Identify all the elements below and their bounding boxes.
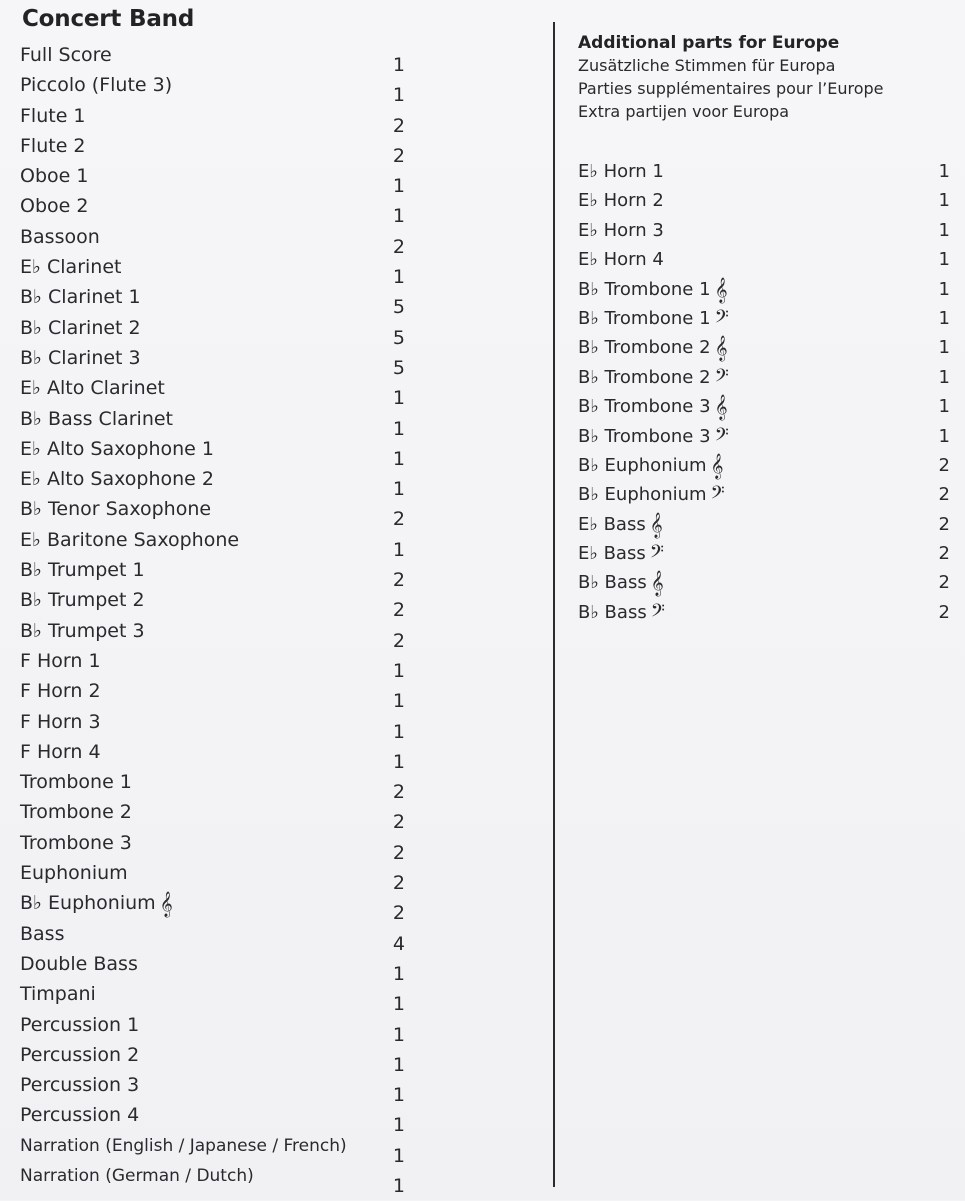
part-row: [20, 191, 415, 228]
bass-clef-icon: 𝄢: [714, 306, 729, 332]
part-name: [20, 70, 172, 100]
parts-list-europe: [578, 157, 950, 627]
part-count: 1: [392, 1114, 405, 1137]
part-count: 2: [392, 114, 405, 137]
part-name: [20, 1070, 139, 1100]
part-name-text: E♭ Horn 3: [578, 219, 664, 241]
bass-clef-icon: 𝄢: [714, 424, 729, 450]
treble-clef-icon: 𝄞: [714, 395, 728, 421]
part-name: [578, 510, 663, 539]
part-row: [20, 313, 415, 349]
part-row: [20, 434, 415, 470]
part-count: 1: [938, 366, 950, 388]
part-name: [20, 343, 141, 373]
part-name: [20, 737, 101, 767]
part-row: [578, 157, 950, 186]
bass-clef-icon: 𝄢: [714, 365, 729, 391]
treble-clef-icon: 𝄞: [650, 571, 664, 597]
part-count: 4: [392, 932, 405, 955]
part-row: [20, 1100, 415, 1137]
part-row: [578, 304, 950, 333]
part-count: 1: [392, 478, 405, 501]
part-row: [20, 1070, 415, 1107]
part-name-text: B♭ Tenor Saxophone: [20, 498, 212, 521]
treble-clef-icon: 𝄞: [714, 277, 728, 303]
part-row: [20, 797, 415, 834]
part-name-text: Trombone 2: [20, 801, 132, 824]
part-row: [20, 1010, 415, 1046]
part-row: [578, 333, 950, 362]
part-row: [20, 373, 415, 410]
part-row: [20, 888, 415, 925]
part-name: [578, 568, 664, 597]
part-name-text: Oboe 1: [20, 165, 89, 188]
part-name: [578, 333, 728, 362]
part-row: [578, 510, 950, 539]
part-name-text: E♭ Alto Saxophone 2: [20, 468, 214, 491]
part-name-text: Bass: [20, 922, 65, 945]
part-name: [20, 131, 86, 161]
part-count: 1: [938, 425, 950, 447]
part-count: 1: [938, 190, 950, 212]
part-count: 1: [392, 266, 405, 289]
part-name: [20, 828, 132, 858]
part-name: [20, 646, 101, 676]
part-row: [578, 363, 950, 392]
part-name: [20, 282, 141, 312]
part-name: [20, 404, 173, 434]
part-name-text: Narration (English / Japanese / French): [20, 1135, 347, 1156]
part-count: 1: [392, 1084, 405, 1107]
part-name-text: Euphonium: [20, 862, 128, 885]
part-name-text: B♭ Trombone 1: [578, 278, 711, 300]
part-name-text: Piccolo (Flute 3): [20, 74, 173, 97]
part-count: 1: [392, 84, 405, 107]
part-count: 1: [392, 1144, 405, 1167]
part-count: 1: [392, 205, 405, 228]
part-count: 5: [392, 326, 405, 349]
part-count: 2: [938, 454, 950, 476]
part-name-text: E♭ Alto Saxophone 1: [20, 437, 214, 460]
part-count: 1: [392, 538, 405, 561]
part-name: [20, 191, 88, 221]
part-name-text: Trombone 3: [20, 831, 132, 854]
part-name-text: Narration (German / Dutch): [20, 1165, 254, 1186]
part-row: [20, 555, 415, 592]
part-name: [20, 101, 86, 131]
part-row: [20, 919, 415, 955]
part-name: [20, 858, 128, 888]
part-count: 1: [392, 1174, 405, 1197]
part-count: 1: [938, 396, 950, 418]
part-name: [578, 157, 664, 186]
part-name: [578, 245, 664, 274]
part-name-text: F Horn 4: [20, 740, 101, 763]
part-count: 2: [392, 235, 405, 258]
part-name-text: B♭ Euphonium: [578, 454, 707, 476]
part-row: [578, 216, 950, 245]
part-row: [578, 480, 950, 509]
part-name: [578, 216, 664, 245]
part-name-text: F Horn 3: [20, 710, 101, 733]
part-row: [20, 252, 415, 289]
subtitle-german: Zusätzliche Stimmen für Europa: [578, 56, 836, 75]
part-row: [20, 979, 415, 1016]
treble-clef-icon: 𝄞: [710, 453, 724, 479]
part-row: [578, 539, 950, 568]
part-name: [20, 949, 138, 979]
part-name-text: B♭ Trumpet 3: [20, 619, 145, 642]
part-name-text: E♭ Horn 2: [578, 190, 664, 212]
part-name-text: B♭ Bass: [578, 601, 647, 623]
section-title-concert-band: Concert Band: [22, 6, 195, 32]
part-row: [578, 245, 950, 274]
section-title-europe: Additional parts for Europe: [578, 33, 840, 53]
part-name: [20, 1131, 347, 1161]
part-count: 2: [938, 572, 950, 594]
part-row: [20, 1040, 415, 1076]
part-name: [578, 422, 729, 451]
part-count: 2: [938, 484, 950, 506]
part-name-text: B♭ Trumpet 1: [20, 559, 145, 582]
part-row: [20, 1131, 415, 1167]
part-row: [20, 1161, 415, 1197]
part-row: [20, 646, 415, 682]
part-name-text: B♭ Trombone 3: [578, 396, 711, 418]
treble-clef-icon: 𝄞: [714, 336, 728, 362]
part-row: [20, 585, 415, 622]
part-count: 2: [392, 872, 405, 895]
part-name: [20, 979, 96, 1009]
part-name: [578, 363, 729, 392]
part-name-text: Timpani: [20, 983, 96, 1006]
part-name: [20, 494, 211, 524]
part-row: [578, 422, 950, 451]
part-name: [20, 1010, 139, 1040]
part-count: 2: [392, 144, 405, 167]
part-row: [578, 186, 950, 215]
part-count: 1: [392, 417, 405, 440]
part-count: 1: [392, 720, 405, 743]
part-row: [578, 568, 950, 597]
part-count: 2: [392, 841, 405, 864]
part-name-text: B♭ Clarinet 2: [20, 316, 141, 339]
part-name-text: Trombone 1: [20, 771, 132, 794]
part-count: 2: [938, 513, 950, 535]
part-name: [20, 585, 145, 615]
part-count: 1: [938, 337, 950, 359]
part-name: [20, 1100, 139, 1130]
column-divider: [553, 22, 555, 1187]
part-name-text: B♭ Trombone 3: [578, 425, 711, 447]
part-count: 1: [392, 993, 405, 1016]
part-count: 1: [392, 1023, 405, 1046]
part-name: [20, 434, 214, 464]
part-row: [20, 616, 415, 652]
part-name-text: B♭ Trombone 2: [578, 366, 711, 388]
part-name-text: Percussion 4: [20, 1104, 140, 1127]
part-name-text: Bassoon: [20, 225, 100, 248]
part-row: [20, 282, 415, 319]
part-count: 1: [392, 690, 405, 713]
part-row: [20, 737, 415, 773]
part-name-text: E♭ Bass: [578, 513, 646, 535]
part-name-text: B♭ Bass: [578, 572, 647, 594]
part-name: [20, 676, 101, 706]
part-name-text: B♭ Bass Clarinet: [20, 407, 174, 430]
treble-clef-icon: 𝄞: [159, 892, 173, 918]
part-row: [578, 275, 950, 304]
part-row: [20, 40, 415, 76]
part-row: [20, 222, 415, 258]
part-name: [20, 161, 88, 191]
part-count: 1: [392, 387, 405, 410]
part-name-text: B♭ Euphonium: [20, 892, 156, 915]
part-name: [578, 304, 729, 333]
part-count: 1: [392, 447, 405, 470]
bass-clef-icon: 𝄢: [649, 542, 664, 568]
part-count: 1: [938, 307, 950, 329]
part-count: 1: [938, 219, 950, 241]
part-name: [20, 888, 173, 918]
part-row: [20, 525, 415, 561]
part-name-text: Full Score: [20, 44, 112, 66]
part-count: 2: [392, 902, 405, 925]
part-count: 2: [392, 599, 405, 622]
part-name: [20, 616, 145, 646]
part-name-text: Flute 2: [20, 134, 86, 157]
part-name-text: B♭ Trombone 2: [578, 337, 711, 359]
subtitle-dutch: Extra partijen voor Europa: [578, 102, 790, 121]
part-count: 1: [392, 750, 405, 773]
part-name: [20, 40, 112, 70]
section-header-europe: [578, 32, 938, 123]
part-count: 2: [938, 601, 950, 623]
part-name-text: E♭ Baritone Saxophone: [20, 528, 240, 551]
part-row: [578, 598, 950, 627]
part-row: [20, 70, 415, 107]
part-row: [20, 676, 415, 713]
part-name: [20, 373, 165, 403]
part-name: [20, 767, 132, 797]
part-row: [20, 161, 415, 198]
part-name-text: F Horn 1: [20, 649, 101, 672]
bass-clef-icon: 𝄢: [650, 600, 665, 626]
part-name: [578, 451, 724, 480]
subtitle-french: Parties supplémentaires pour l’Europe: [578, 79, 884, 98]
part-row: [20, 858, 415, 895]
part-name-text: E♭ Horn 1: [578, 161, 664, 182]
part-row: [20, 343, 415, 379]
part-count: 1: [392, 659, 405, 682]
part-count: 2: [392, 781, 405, 804]
part-name-text: E♭ Horn 4: [578, 249, 664, 271]
part-count: 1: [392, 1053, 405, 1076]
part-name-text: B♭ Trombone 1: [578, 307, 711, 329]
part-name-text: Double Bass: [20, 952, 138, 975]
part-name: [578, 392, 728, 421]
part-row: [20, 101, 415, 137]
part-count: 1: [938, 278, 950, 300]
part-count: 2: [392, 569, 405, 592]
part-name: [20, 555, 145, 585]
part-count: 2: [392, 811, 405, 834]
part-name-text: E♭ Clarinet: [20, 256, 122, 279]
part-name-text: E♭ Bass: [578, 543, 646, 565]
part-count: 2: [392, 629, 405, 652]
part-name-text: F Horn 2: [20, 680, 101, 703]
part-name-text: B♭ Trumpet 2: [20, 589, 145, 612]
part-name: [20, 919, 64, 949]
part-name-text: B♭ Clarinet 3: [20, 346, 141, 369]
part-name: [578, 480, 725, 509]
part-count: 1: [392, 175, 405, 198]
part-count: 2: [392, 508, 405, 531]
part-name-text: E♭ Alto Clarinet: [20, 377, 165, 400]
part-count: 1: [392, 962, 405, 985]
part-row: [20, 828, 415, 864]
part-row: [578, 392, 950, 421]
part-name-text: B♭ Euphonium: [578, 484, 707, 506]
part-row: [20, 404, 415, 440]
part-name: [20, 797, 132, 827]
part-name-text: Percussion 3: [20, 1074, 140, 1097]
part-name: [20, 313, 141, 343]
bass-clef-icon: 𝄢: [710, 483, 725, 509]
part-name-text: Oboe 2: [20, 195, 89, 218]
part-name: [578, 539, 664, 568]
part-row: [20, 494, 415, 531]
part-row: [20, 464, 415, 501]
part-name-text: Flute 1: [20, 104, 86, 127]
part-count: 1: [392, 54, 405, 76]
part-name: [20, 222, 100, 252]
part-name: [20, 707, 101, 737]
part-name: [20, 525, 239, 555]
part-row: [578, 451, 950, 480]
part-row: [20, 949, 415, 985]
part-name: [20, 1161, 254, 1191]
part-row: [20, 131, 415, 167]
part-name: [20, 464, 214, 494]
part-row: [20, 767, 415, 804]
part-count: 1: [938, 161, 950, 182]
part-count: 5: [392, 356, 405, 379]
part-name: [578, 186, 664, 215]
parts-list-concert-band: [20, 40, 415, 1197]
part-count: 1: [938, 249, 950, 271]
part-count: 2: [938, 543, 950, 565]
part-name-text: Percussion 2: [20, 1043, 140, 1066]
part-name: [578, 275, 728, 304]
part-name: [20, 1040, 139, 1070]
part-name: [578, 598, 665, 627]
part-row: [20, 707, 415, 743]
part-count: 5: [392, 296, 405, 319]
treble-clef-icon: 𝄞: [649, 512, 663, 538]
part-name-text: B♭ Clarinet 1: [20, 286, 141, 309]
part-name: [20, 252, 121, 282]
part-name-text: Percussion 1: [20, 1013, 140, 1036]
